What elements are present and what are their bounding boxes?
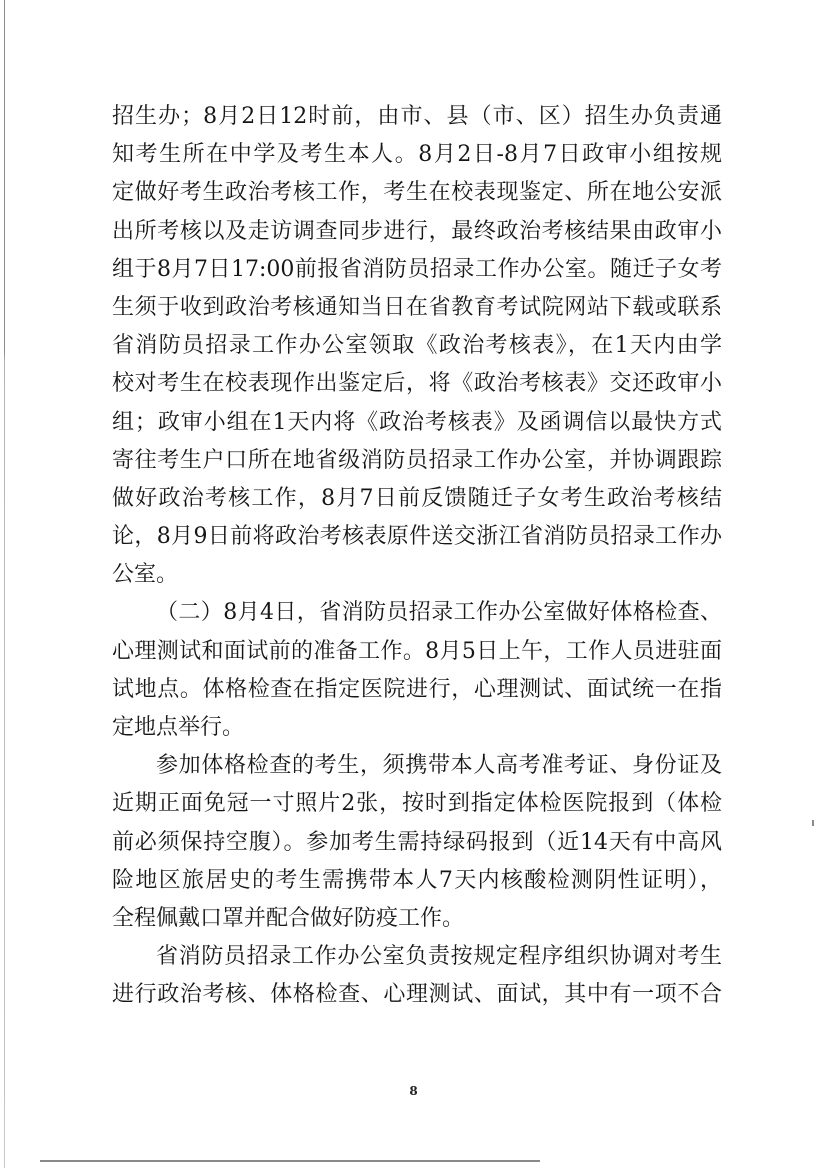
text-line: 省消防员招录工作办公室负责按规定程序组织协调对考生: [156, 944, 722, 970]
scan-edge-left: [4, 0, 5, 1168]
text-line: 险地区旅居史的考生需携带本人7天内核酸检测阴性证明），: [112, 867, 722, 893]
text-line: 公室。: [112, 562, 179, 588]
text-line: 论，8月9日前将政治考核表原件送交浙江省消防员招录工作办: [112, 524, 722, 550]
text-line: （二）8月4日，省消防员招录工作办公室做好体格检查、: [156, 600, 722, 626]
text-line: 寄往考生户口所在地省级消防员招录工作办公室，并协调跟踪: [112, 447, 722, 473]
page-number: 8: [409, 1084, 418, 1098]
body-text: [112, 98, 722, 1015]
scan-edge-bottom: [40, 1160, 540, 1162]
text-line: 心理测试和面试前的准备工作。8月5日上午，工作人员进驻面: [112, 638, 722, 664]
text-line: 试地点。体格检查在指定医院进行，心理测试、面试统一在指: [112, 676, 722, 702]
text-line: 定做好考生政治考核工作，考生在校表现鉴定、所在地公安派: [112, 180, 722, 206]
text-line: 省消防员招录工作办公室领取《政治考核表》，在1天内由学: [112, 333, 722, 359]
text-line: 全程佩戴口罩并配合做好防疫工作。: [112, 905, 465, 931]
text-line: 知考生所在中学及考生本人。8月2日-8月7日政审小组按规: [112, 142, 722, 168]
text-line: 组于8月7日17:00前报省消防员招录工作办公室。随迁子女考: [112, 256, 722, 282]
scan-mark: [812, 820, 814, 826]
text-line: 校对考生在校表现作出鉴定后，将《政治考核表》交还政审小: [112, 371, 722, 397]
text-line: 定地点举行。: [112, 715, 245, 740]
text-line: 招生办；8月2日12时前，由市、县（市、区）招生办负责通: [112, 104, 722, 129]
text-line: 做好政治考核工作，8月7日前反馈随迁子女考生政治考核结: [112, 485, 722, 511]
text-line: 近期正面免冠一寸照片2张，按时到指定体检医院报到（体检: [112, 791, 722, 817]
text-line: 前必须保持空腹）。参加考生需持绿码报到（近14天有中高风: [112, 829, 722, 855]
text-line: 参加体格检查的考生，须携带本人高考准考证、身份证及: [156, 753, 722, 779]
text-line: 生须于收到政治考核通知当日在省教育考试院网站下载或联系: [112, 294, 722, 320]
text-line: 出所考核以及走访调查同步进行，最终政治考核结果由政审小: [112, 218, 722, 244]
text-line: 组；政审小组在1天内将《政治考核表》及函调信以最快方式: [112, 409, 722, 435]
text-line: 进行政治考核、体格检查、心理测试、面试，其中有一项不合: [112, 982, 722, 1008]
